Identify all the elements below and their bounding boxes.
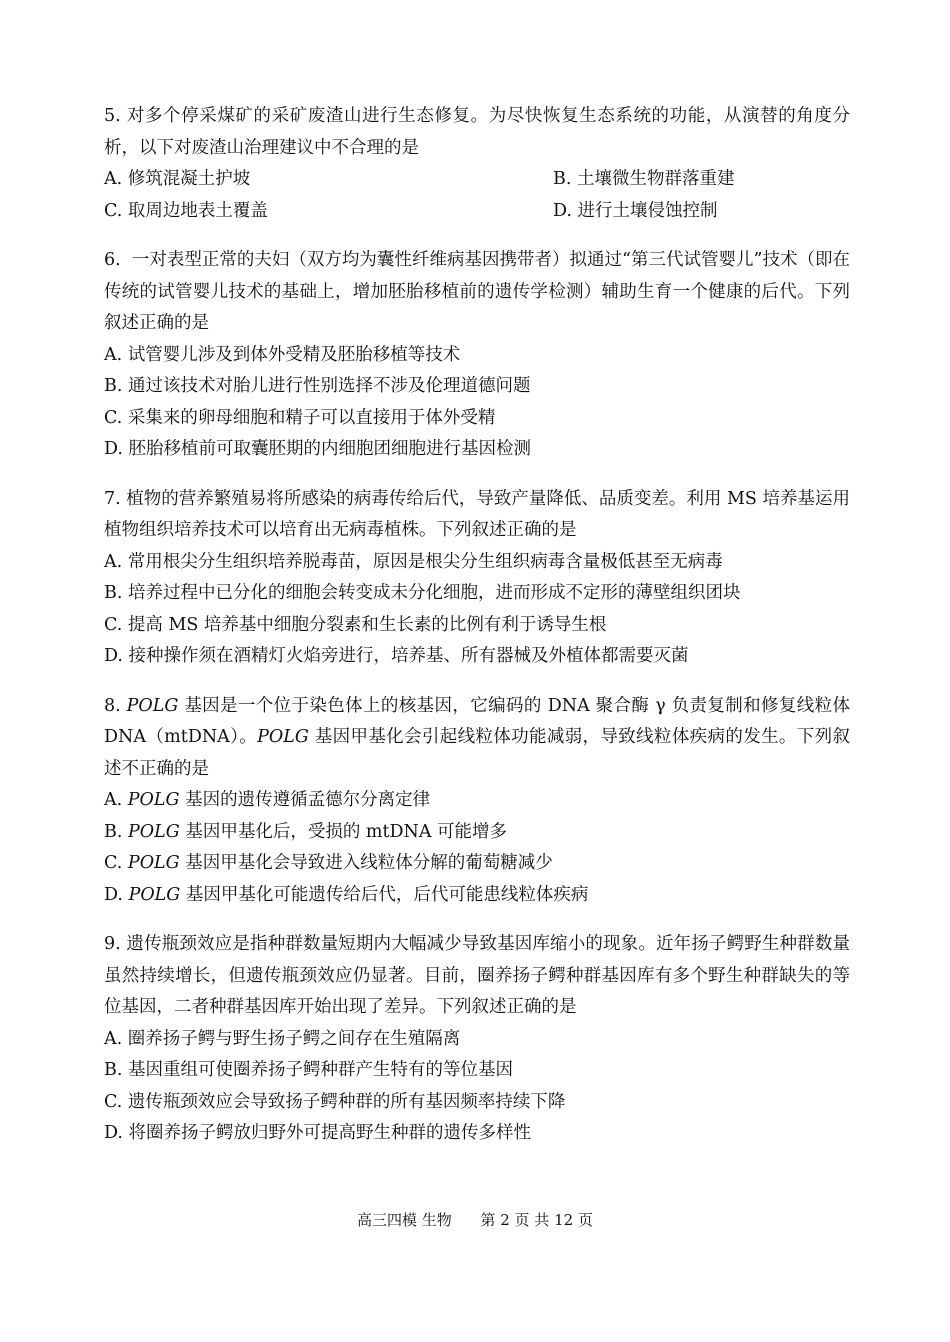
- gene-name: POLG: [126, 695, 179, 716]
- question-stem: [104, 929, 850, 1024]
- question-number: 9.: [104, 934, 121, 954]
- option-c: C. 采集来的卵母细胞和精子可以直接用于体外受精: [104, 407, 496, 428]
- option-letter: C.: [104, 853, 123, 873]
- option-letter: B.: [104, 821, 123, 842]
- option-b: B. 培养过程中已分化的细胞会转变成未分化细胞，进而形成不定形的薄壁组织团块: [104, 583, 741, 603]
- question-5: [104, 101, 850, 227]
- option-b: B. 基因重组可使圈养扬子鳄种群产生特有的等位基因: [104, 1060, 513, 1080]
- question-number: 7.: [104, 488, 121, 509]
- options-grid: [104, 164, 850, 227]
- question-number: 5.: [104, 106, 121, 126]
- exam-title: 高三四模 生物: [357, 1211, 452, 1229]
- question-7: [104, 484, 850, 673]
- option-b: B. 土壤微生物群落重建: [553, 169, 735, 189]
- option-d: D. 将圈养扬子鳄放归野外可提高野生种群的遗传多样性: [104, 1123, 532, 1143]
- option-text: 基因甲基化后，受损的 mtDNA 可能增多: [185, 821, 508, 842]
- page-total: 12: [554, 1211, 574, 1229]
- question-number: 6.: [104, 250, 121, 270]
- page-footer: [0, 1209, 950, 1231]
- option-c: [104, 848, 850, 880]
- question-number: 8.: [104, 695, 121, 716]
- question-text: 植物的营养繁殖易将所感染的病毒传给后代，导致产量降低、品质变差。利用 MS 培养基运用植物组织培养技术可以培育出无病毒植株。下列叙述正确的是: [104, 488, 850, 540]
- question-text-part-2: 基因甲基化会引起线粒体功能减弱，导致线粒体疾病的发生。下列叙述不正确的是: [104, 727, 850, 779]
- option-text: 基因的遗传遵循孟德尔分离定律: [185, 790, 431, 810]
- question-stem: [104, 101, 850, 164]
- option-a: A. 修筑混凝土护坡: [104, 169, 251, 189]
- option-b: [104, 817, 850, 849]
- page-number: 2: [500, 1211, 510, 1229]
- option-a: [104, 785, 850, 817]
- option-d: D. 进行土壤侵蚀控制: [553, 200, 718, 221]
- option-letter: A.: [104, 790, 123, 810]
- option-d: [104, 880, 850, 912]
- option-c: C. 遗传瓶颈效应会导致扬子鳄种群的所有基因频率持续下降: [104, 1091, 566, 1112]
- gene-name: POLG: [127, 790, 180, 810]
- option-letter: D.: [104, 884, 123, 905]
- page-prefix: 第: [480, 1211, 496, 1229]
- questions-area: [104, 101, 850, 1168]
- question-text: 一对表型正常的夫妇（双方均为囊性纤维病基因携带者）拟通过“第三代试管婴儿”技术（即在传统的试管婴儿技术的基础上，增加胚胎移植前的遗传学检测）辅助生育一个健康的后代。下列叙述正确的是: [104, 250, 850, 333]
- option-a: A. 试管婴儿涉及到体外受精及胚胎移植等技术: [104, 344, 461, 365]
- question-stem: [104, 245, 850, 340]
- option-c: C. 取周边地表土覆盖: [104, 200, 268, 221]
- question-6: [104, 245, 850, 466]
- question-text-part-1: 基因是一个位于染色体上的核基因，它编码的 DNA 聚合酶 γ 负责复制和修复线粒体 DNA（mtDNA）。: [104, 695, 850, 747]
- question-stem: [104, 484, 850, 547]
- question-stem: [104, 691, 850, 786]
- gene-name: POLG: [128, 884, 181, 905]
- question-text: 对多个停采煤矿的采矿废渣山进行生态修复。为尽快恢复生态系统的功能，从演替的角度分析，以下对废渣山治理建议中不合理的是: [104, 106, 850, 158]
- gene-name: POLG: [127, 853, 180, 873]
- question-9: [104, 929, 850, 1150]
- question-8: [104, 691, 850, 912]
- option-b: B. 通过该技术对胎儿进行性别选择不涉及伦理道德问题: [104, 376, 531, 396]
- gene-name: POLG: [128, 821, 180, 842]
- option-a: A. 常用根尖分生组织培养脱毒苗，原因是根尖分生组织病毒含量极低甚至无病毒: [104, 551, 723, 572]
- page-suffix: 页: [577, 1211, 593, 1229]
- option-d: D. 接种操作须在酒精灯火焰旁进行，培养基、所有器械及外植体都需要灭菌: [104, 646, 689, 666]
- question-text: 遗传瓶颈效应是指种群数量短期内大幅减少导致基因库缩小的现象。近年扬子鳄野生种群数量虽然持续增长，但遗传瓶颈效应仍显著。目前，圈养扬子鳄种群基因库有多个野生种群缺失的等位基因，二者种群基因库开始出现了差异。下列叙述正确的是: [104, 934, 850, 1017]
- option-text: 基因甲基化会导致进入线粒体分解的葡萄糖减少: [185, 853, 553, 873]
- page-mid: 页 共: [514, 1211, 550, 1229]
- option-d: D. 胚胎移植前可取囊胚期的内细胞团细胞进行基因检测: [104, 439, 532, 459]
- option-c: C. 提高 MS 培养基中细胞分裂素和生长素的比例有利于诱导生根: [104, 614, 607, 635]
- option-a: A. 圈养扬子鳄与野生扬子鳄之间存在生殖隔离: [104, 1028, 461, 1049]
- option-text: 基因甲基化可能遗传给后代，后代可能患线粒体疾病: [185, 884, 589, 905]
- gene-name: POLG: [257, 727, 309, 747]
